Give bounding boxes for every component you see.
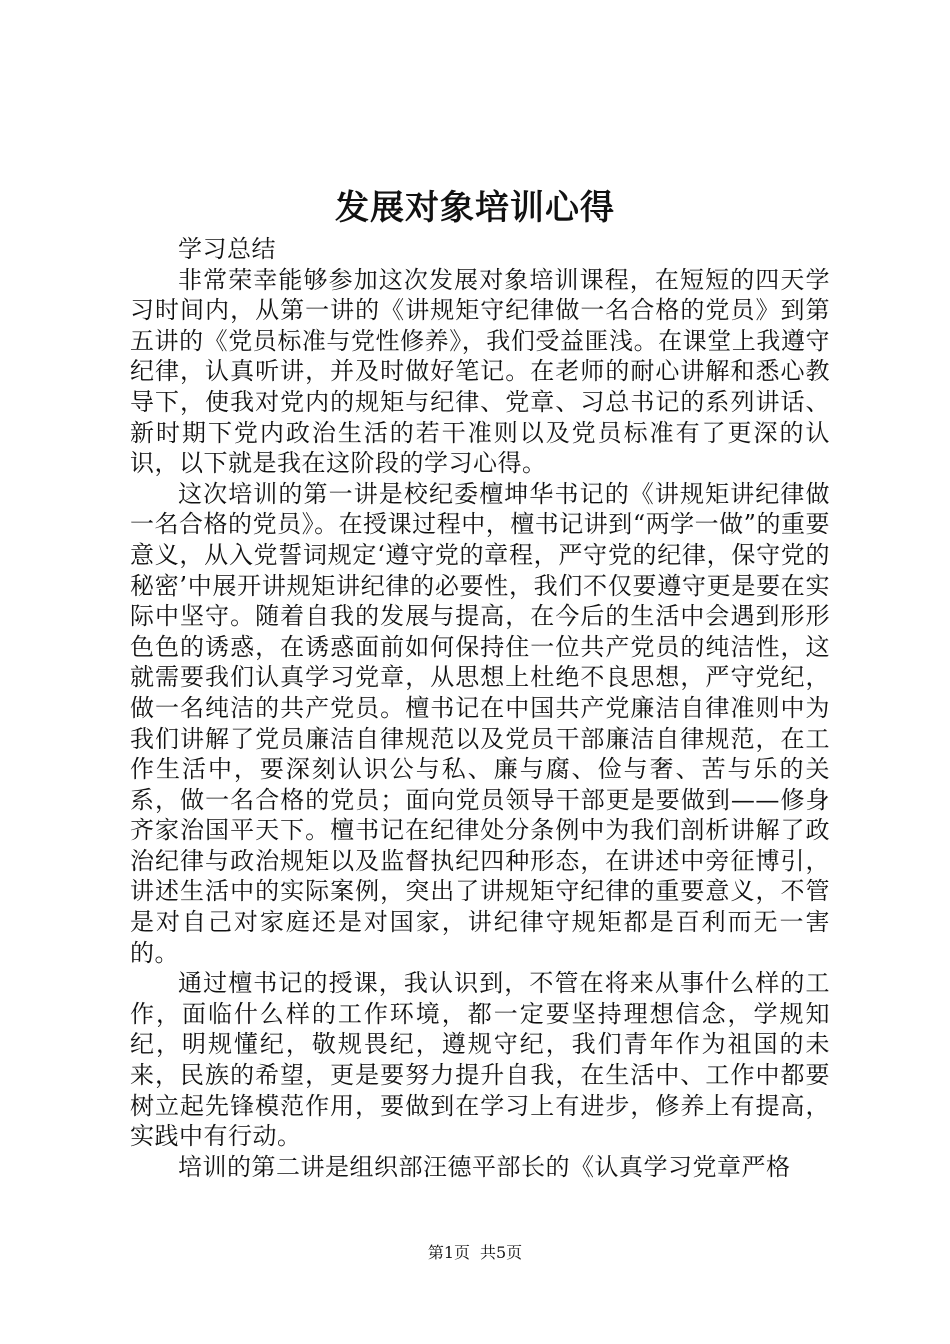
document-title: 发展对象培训心得: [335, 188, 615, 228]
page-number: 第1页: [427, 1243, 470, 1262]
page-total: 共5页: [480, 1243, 523, 1262]
paragraph: 非常荣幸能够参加这次发展对象培训课程，在短短的四天学习时间内，从第一讲的《讲规矩守纪律做一名合格的党员》到第五讲的《党员标准与党性修养》，我们受益匪浅。在课堂上我遵守纪律，认真听讲，并及时做好笔记。在老师的耐心讲解和悉心教导下，使我对党内的规矩与纪律、党章、习总书记的系列讲话、新时期下党内政治生活的若干准则以及党员标准有了更深的认识，以下就是我在这阶段的学习心得。: [130, 265, 830, 478]
paragraph: 这次培训的第一讲是校纪委檀坤华书记的《讲规矩讲纪律做一名合格的党员》。在授课过程中，檀书记讲到“两学一做”的重要意义，从入党誓词规定‘遵守党的章程，严守党的纪律，保守党的秘密’中展开讲规矩讲纪律的必要性，我们不仅要遵守更是要在实际中坚守。随着自我的发展与提高，在今后的生活中会遇到形形色色的诱惑，在诱惑面前如何保持住一位共产党员的纯洁性，这就需要我们认真学习党章，从思想上杜绝不良思想，严守党纪，做一名纯洁的共产党员。檀书记在中国共产党廉洁自律准则中为我们讲解了党员廉洁自律规范以及党员干部廉洁自律规范，在工作生活中，要深刻认识公与私、廉与腐、俭与奢、苦与乐的关系，做一名合格的党员；面向党员领导干部更是要做到——修身齐家治国平天下。檀书记在纪律处分条例中为我们剖析讲解了政治纪律与政治规矩以及监督执纪四种形态，在讲述中旁征博引，讲述生活中的实际案例，突出了讲规矩守纪律的重要意义，不管是对自己对家庭还是对国家，讲纪律守规矩都是百利而无一害的。: [130, 479, 830, 967]
page-footer: [0, 1242, 950, 1264]
document-body: [130, 234, 830, 1182]
paragraph: 通过檀书记的授课，我认识到，不管在将来从事什么样的工作，面临什么样的工作环境，都一定要坚持理想信念，学规知纪，明规懂纪，敬规畏纪，遵规守纪，我们青年作为祖国的未来，民族的希望，更是要努力提升自我，在生活中、工作中都要树立起先锋模范作用，要做到在学习上有进步，修养上有提高，实践中有行动。: [130, 969, 830, 1151]
paragraph: 培训的第二讲是组织部汪德平部长的《认真学习党章严格: [178, 1152, 791, 1181]
section-heading: 学习总结: [178, 235, 276, 263]
